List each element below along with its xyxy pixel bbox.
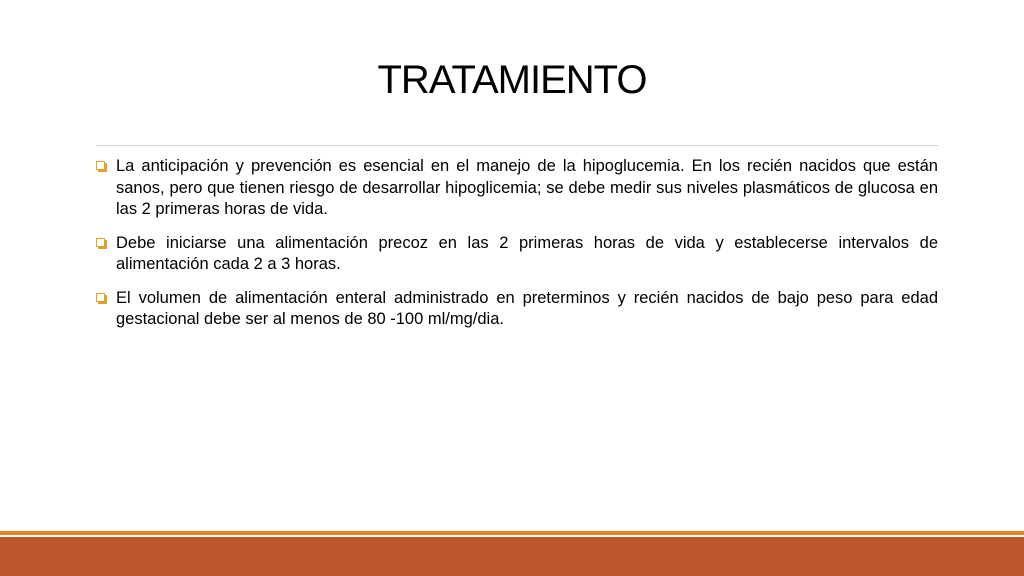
bullet-text: Debe iniciarse una alimentación precoz en las 2 primeras horas de vida y establecerse intervalos de alimentación cada 2 a 3 horas. [116, 233, 938, 273]
bullet-list [92, 156, 938, 343]
footer-accent-line [0, 531, 1024, 535]
square-bullet-icon [96, 293, 105, 302]
list-item [92, 233, 938, 276]
list-item [92, 288, 938, 331]
slide-title: TRATAMIENTO [377, 58, 647, 102]
bullet-text: La anticipación y prevención es esencial en el manejo de la hipoglucemia. En los recién nacidos que están sanos, pero que tienen riesgo de desarrollar hipoglicemia; se debe medir sus niveles plasmáticos de glucosa en las 2 primeras horas de vida. [116, 157, 938, 218]
square-bullet-icon [96, 238, 105, 247]
square-bullet-icon [96, 161, 105, 170]
bullet-text: El volumen de alimentación enteral administrado en preterminos y recién nacidos de bajo peso para edad gestacional debe ser al menos de 80 -100 ml/mg/dia. [116, 288, 938, 328]
title-divider [96, 145, 938, 146]
list-item [92, 156, 938, 221]
footer-bar [0, 537, 1024, 576]
